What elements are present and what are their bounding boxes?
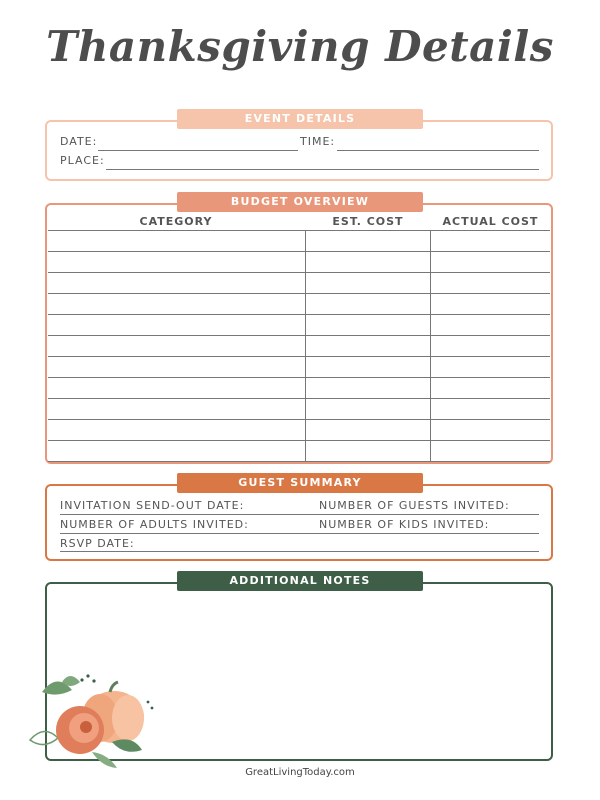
budget-row-line xyxy=(48,230,550,231)
kids-invited-label: NUMBER OF KIDS INVITED: xyxy=(319,518,490,531)
budget-row-line xyxy=(48,419,550,420)
budget-row-line xyxy=(48,314,550,315)
column-divider xyxy=(430,230,431,461)
time-label: TIME: xyxy=(300,135,336,148)
event-details-heading: EVENT DETAILS xyxy=(177,109,423,129)
time-field[interactable] xyxy=(337,150,539,151)
guest-line-1[interactable] xyxy=(60,514,539,515)
budget-row-line xyxy=(48,272,550,273)
budget-row-line xyxy=(48,293,550,294)
additional-notes-heading: ADDITIONAL NOTES xyxy=(177,571,423,591)
column-header-category: CATEGORY xyxy=(139,215,213,228)
budget-row-line xyxy=(48,251,550,252)
budget-row-line xyxy=(48,398,550,399)
date-label: DATE: xyxy=(60,135,98,148)
guests-invited-label: NUMBER OF GUESTS INVITED: xyxy=(319,499,510,512)
budget-overview-heading: BUDGET OVERVIEW xyxy=(177,192,423,212)
adults-invited-label: NUMBER OF ADULTS INVITED: xyxy=(60,518,249,531)
column-divider xyxy=(305,230,306,461)
footer-site: GreatLivingToday.com xyxy=(245,767,355,778)
guest-line-2[interactable] xyxy=(60,533,539,534)
pumpkin-flower-icon xyxy=(22,672,157,782)
budget-row-line xyxy=(48,461,550,462)
column-header-est-cost: EST. COST xyxy=(332,215,404,228)
budget-overview-box xyxy=(45,203,553,464)
budget-row-line xyxy=(48,440,550,441)
guest-summary-heading: GUEST SUMMARY xyxy=(177,473,423,493)
page-title: Thanksgiving Details xyxy=(46,22,554,71)
invitation-date-label: INVITATION SEND-OUT DATE: xyxy=(60,499,245,512)
rsvp-line[interactable] xyxy=(60,551,539,552)
place-label: PLACE: xyxy=(60,154,105,167)
column-header-actual-cost: ACTUAL COST xyxy=(442,215,539,228)
date-field[interactable] xyxy=(98,150,298,151)
rsvp-date-label: RSVP DATE: xyxy=(60,537,135,550)
budget-row-line xyxy=(48,335,550,336)
budget-row-line xyxy=(48,356,550,357)
budget-row-line xyxy=(48,377,550,378)
place-field[interactable] xyxy=(106,169,539,170)
